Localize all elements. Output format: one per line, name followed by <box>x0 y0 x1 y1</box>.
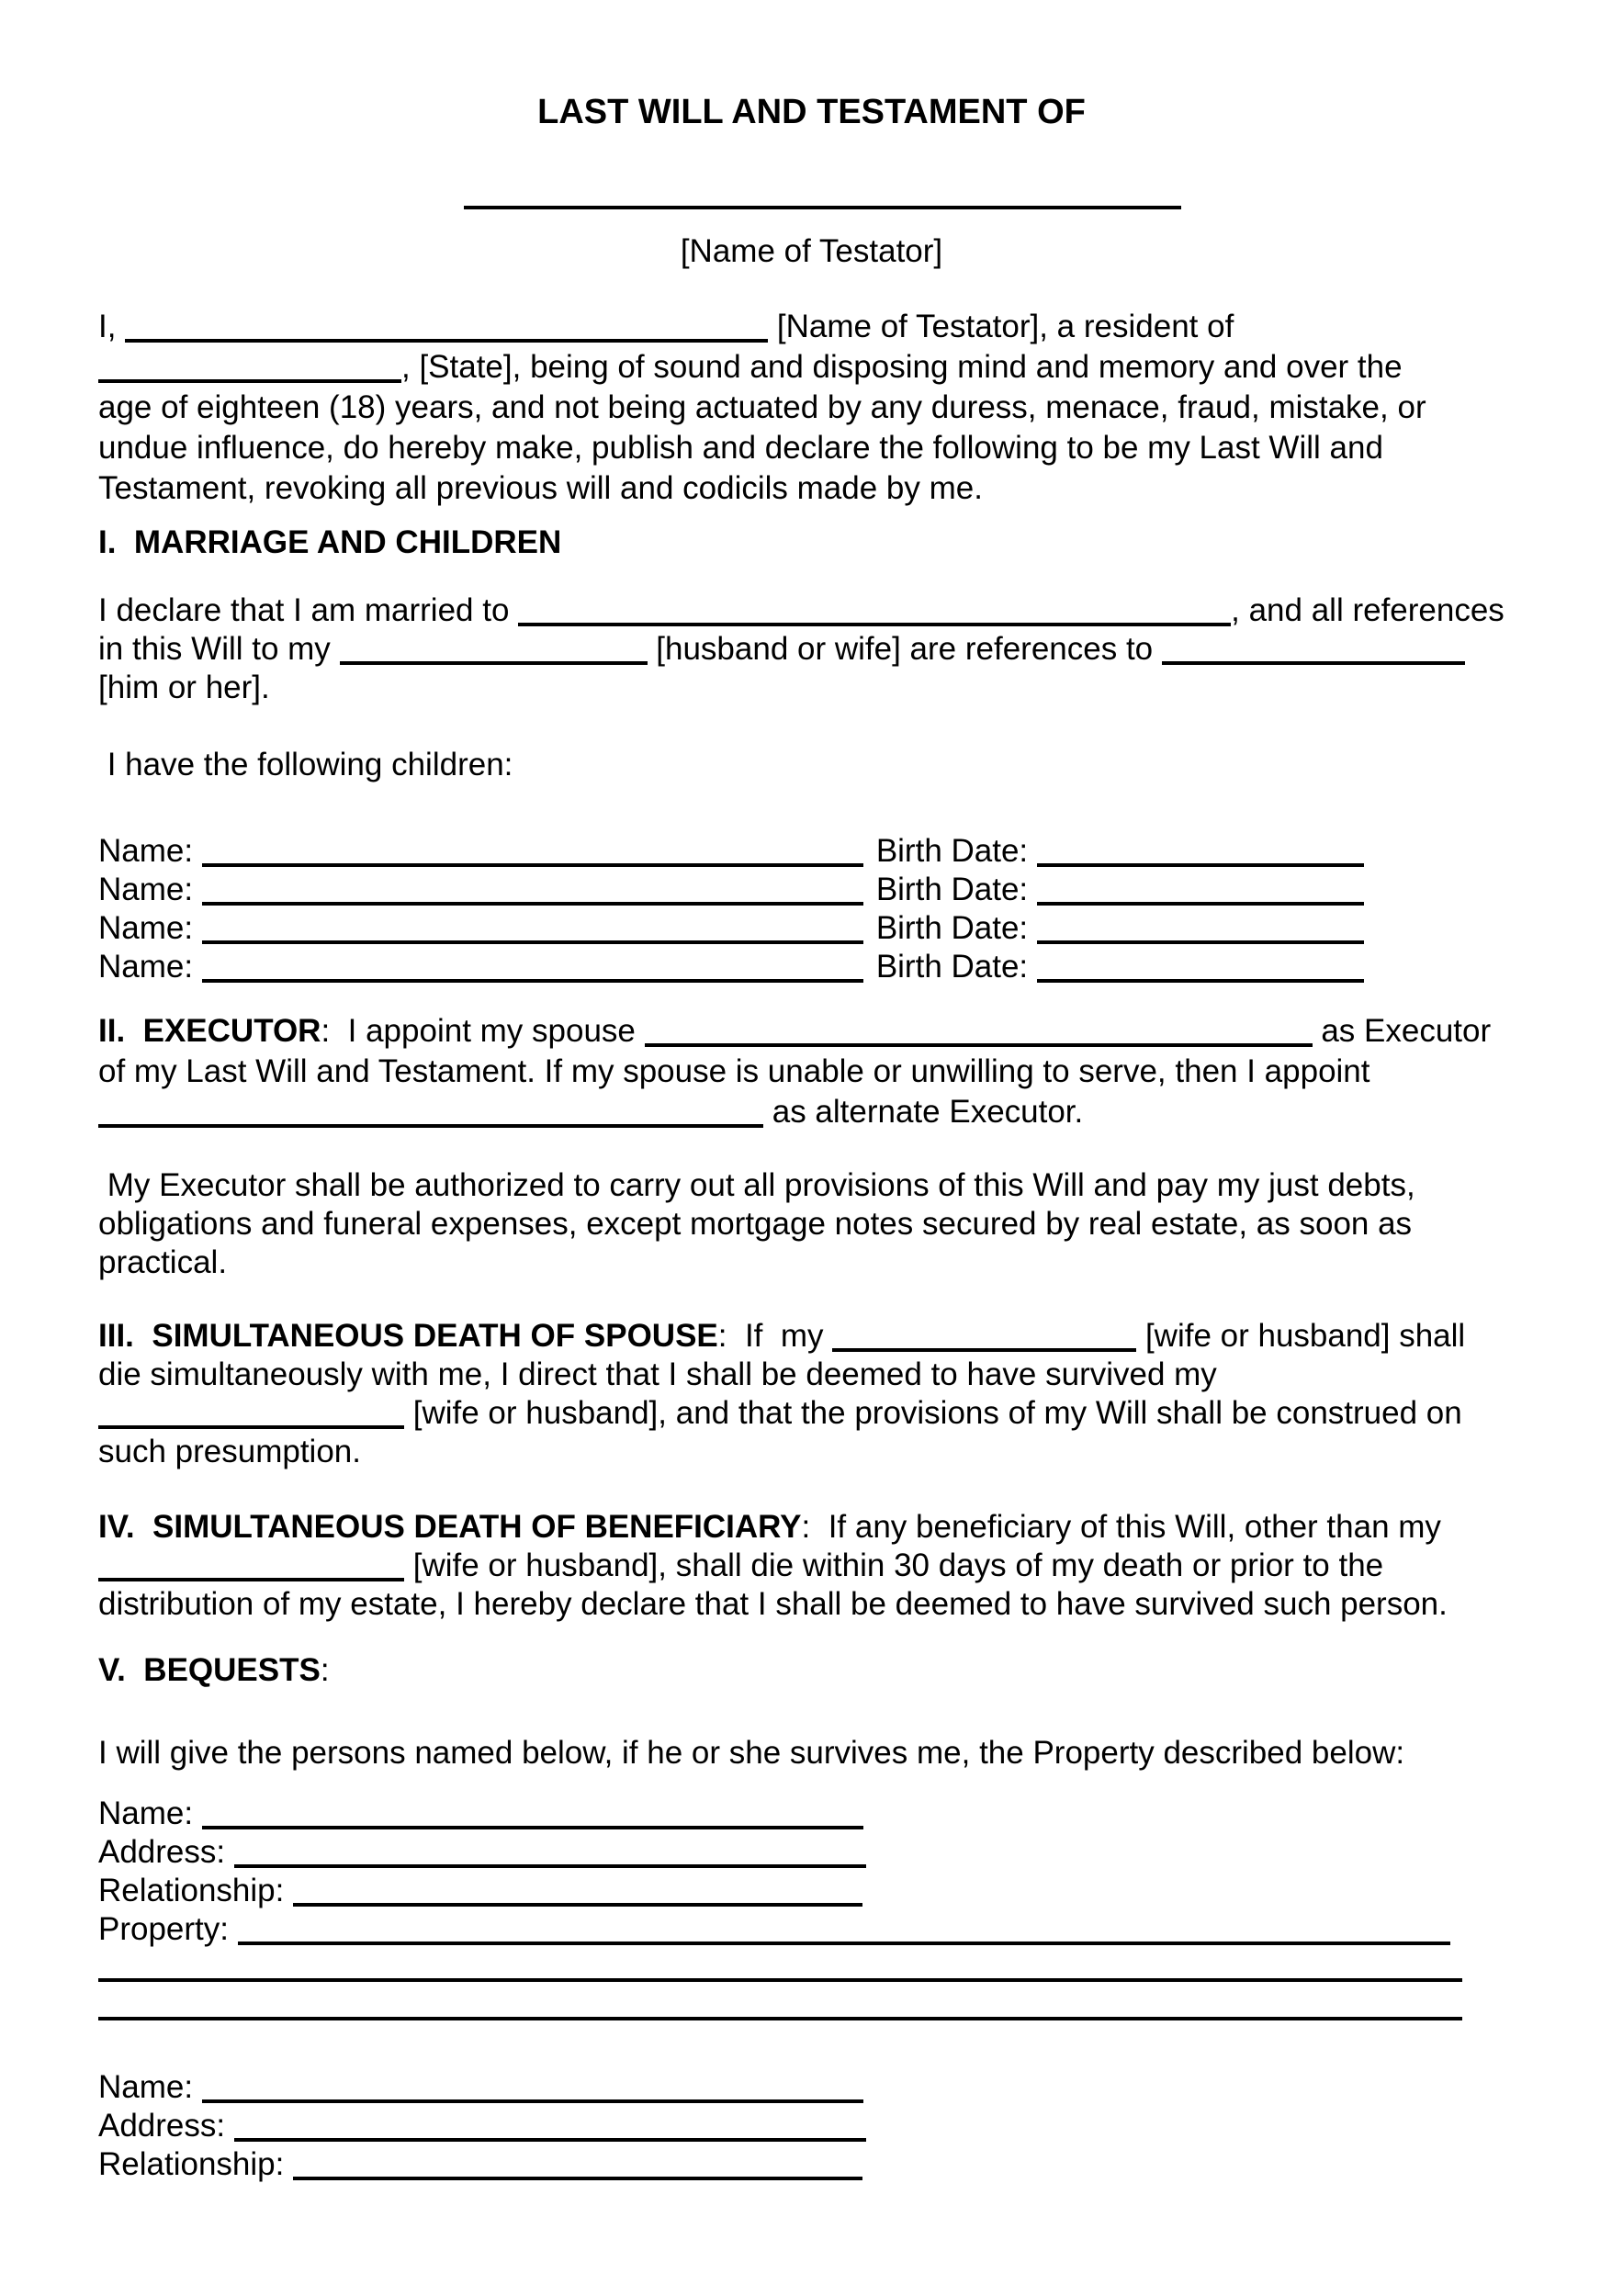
intro-line-1-text-b: [Name of Testator], a resident of <box>768 309 1234 344</box>
bequest2-relationship-row <box>98 2145 1525 2184</box>
beneficiary-relationship-blank[interactable] <box>293 1903 862 1907</box>
section-heading-spouse-death: III. SIMULTANEOUS DEATH OF SPOUSE <box>98 1318 718 1354</box>
bequests-heading-colon: : <box>320 1652 330 1688</box>
spouse-term-blank[interactable] <box>832 1348 1136 1352</box>
beneficiary-address-blank[interactable] <box>234 1864 866 1868</box>
bequests-heading-text: V. BEQUESTS <box>98 1652 321 1688</box>
child-name-blank[interactable] <box>202 940 863 944</box>
child-birthdate-blank[interactable] <box>1037 863 1364 867</box>
spouse-term-blank[interactable] <box>98 1425 404 1429</box>
bequest1-address-row <box>98 1833 1525 1872</box>
spouse-death-line-1-text-a: : If my <box>717 1318 833 1354</box>
beneficiary-name-blank[interactable] <box>202 1826 863 1829</box>
marriage-line-2-text-b: [husband or wife] are references to <box>647 631 1162 667</box>
property-label: Property: <box>98 1911 238 1947</box>
spouse-term-blank[interactable] <box>98 1578 404 1581</box>
bequest1-relationship-row <box>98 1872 1525 1910</box>
section-heading-bequests <box>98 1649 1525 1691</box>
intro-line-4: undue influence, do hereby make, publish and declare the following to be my Last Will and <box>98 430 1383 466</box>
spouse-death-line-3-text: [wife or husband], and that the provisions of my Will shall be construed on <box>404 1395 1462 1431</box>
testator-name-line[interactable] <box>464 206 1181 209</box>
child-birthdate-label: Birth Date: <box>875 872 1037 907</box>
child-row-1 <box>98 832 1525 871</box>
intro-line-2 <box>98 347 1525 388</box>
child-row-4 <box>98 948 1525 986</box>
executor-spouse-name-blank[interactable] <box>645 1043 1313 1047</box>
spouse-reference-blank[interactable] <box>1162 661 1465 665</box>
executor-powers-line-1: My Executor shall be authorized to carry out all provisions of this Will and pay my just debts, <box>98 1167 1415 1203</box>
section-heading-marriage: I. MARRIAGE AND CHILDREN <box>98 524 562 560</box>
spouse-death-line-2: die simultaneously with me, I direct that I shall be deemed to have survived my <box>98 1356 1217 1392</box>
bequest2-name-row <box>98 2068 1525 2107</box>
beneficiary-relationship-blank[interactable] <box>293 2177 862 2180</box>
spouse-term-blank[interactable] <box>340 661 648 665</box>
intro-line-1-text-a: I, <box>98 309 126 344</box>
marriage-line-3: [him or her]. <box>98 670 270 705</box>
spouse-death-line-1-text-b: [wife or husband] shall <box>1136 1318 1466 1354</box>
child-birthdate-label: Birth Date: <box>875 910 1037 946</box>
intro-line-1 <box>98 307 1525 347</box>
marriage-line-1-text-a: I declare that I am married to <box>98 592 519 628</box>
child-name-blank[interactable] <box>202 863 863 867</box>
beneficiary-relationship-label: Relationship: <box>98 1873 294 1908</box>
executor-line-1-text-a: : I appoint my spouse <box>321 1013 645 1049</box>
marriage-line-1 <box>98 591 1525 630</box>
document-title: LAST WILL AND TESTAMENT OF <box>537 93 1086 131</box>
marriage-line-2-text-a: in this Will to my <box>98 631 340 667</box>
child-name-blank[interactable] <box>202 902 863 906</box>
executor-line-3-text: as alternate Executor. <box>763 1094 1084 1130</box>
children-intro: I have the following children: <box>98 747 513 782</box>
executor-powers-line-3: practical. <box>98 1244 228 1280</box>
child-name-label: Name: <box>98 872 202 907</box>
child-birthdate-blank[interactable] <box>1037 902 1364 906</box>
intro-line-3: age of eighteen (18) years, and not being actuated by any duress, menace, fraud, mistake, or <box>98 389 1426 425</box>
bequest1-property-row <box>98 1910 1525 1949</box>
beneficiary-address-label: Address: <box>98 2108 234 2144</box>
testator-name-blank[interactable] <box>125 339 768 343</box>
property-continuation-line-2[interactable] <box>98 2017 1462 2020</box>
beneficiary-name-label: Name: <box>98 2069 202 2105</box>
beneficiary-name-label: Name: <box>98 1795 202 1831</box>
child-row-3 <box>98 909 1525 948</box>
executor-line-2: of my Last Will and Testament. If my spouse is unable or unwilling to serve, then I appoint <box>98 1053 1370 1089</box>
bequest2-address-row <box>98 2107 1525 2145</box>
spouse-name-blank[interactable] <box>518 623 1231 626</box>
testator-name-label: [Name of Testator] <box>680 233 943 269</box>
beneficiary-address-label: Address: <box>98 1834 234 1870</box>
beneficiary-relationship-label: Relationship: <box>98 2146 294 2182</box>
child-birthdate-label: Birth Date: <box>875 833 1037 869</box>
child-name-label: Name: <box>98 949 202 985</box>
beneficiary-death-line-2 <box>98 1547 1525 1585</box>
child-row-2 <box>98 871 1525 909</box>
child-birthdate-blank[interactable] <box>1037 940 1364 944</box>
marriage-line-1-text-b: , and all references <box>1231 592 1505 628</box>
marriage-line-2 <box>98 630 1525 669</box>
beneficiary-address-blank[interactable] <box>234 2138 866 2142</box>
beneficiary-name-blank[interactable] <box>202 2099 863 2103</box>
property-continuation-line-1[interactable] <box>98 1978 1462 1982</box>
intro-line-5: Testament, revoking all previous will and codicils made by me. <box>98 470 983 506</box>
beneficiary-death-line-2-text: [wife or husband], shall die within 30 days of my death or prior to the <box>404 1548 1384 1583</box>
state-blank[interactable] <box>98 379 401 383</box>
executor-powers-line-2: obligations and funeral expenses, except mortgage notes secured by real estate, as soon as <box>98 1206 1413 1242</box>
child-name-label: Name: <box>98 833 202 869</box>
bequests-intro: I will give the persons named below, if he or she survives me, the Property described below: <box>98 1735 1405 1771</box>
property-description-blank[interactable] <box>238 1941 1450 1945</box>
section-heading-executor: II. EXECUTOR <box>98 1013 321 1049</box>
executor-line-1 <box>98 1011 1525 1052</box>
child-name-blank[interactable] <box>202 979 863 983</box>
child-birthdate-blank[interactable] <box>1037 979 1364 983</box>
spouse-death-line-3 <box>98 1394 1525 1433</box>
beneficiary-death-line-1-text: : If any beneficiary of this Will, other than my <box>801 1509 1441 1545</box>
child-birthdate-label: Birth Date: <box>875 949 1037 985</box>
alternate-executor-blank[interactable] <box>98 1124 763 1128</box>
intro-line-2-text: , [State], being of sound and disposing mind and memory and over the <box>401 349 1403 385</box>
beneficiary-death-line-1 <box>98 1508 1525 1547</box>
spouse-death-line-1 <box>98 1317 1525 1356</box>
executor-line-3 <box>98 1092 1525 1132</box>
executor-line-1-text-b: as Executor <box>1312 1013 1492 1049</box>
bequest1-name-row <box>98 1795 1525 1833</box>
section-heading-beneficiary-death: IV. SIMULTANEOUS DEATH OF BENEFICIARY <box>98 1509 802 1545</box>
beneficiary-death-line-3: distribution of my estate, I hereby declare that I shall be deemed to have survived such person. <box>98 1586 1448 1622</box>
spouse-death-line-4: such presumption. <box>98 1434 361 1469</box>
child-name-label: Name: <box>98 910 202 946</box>
